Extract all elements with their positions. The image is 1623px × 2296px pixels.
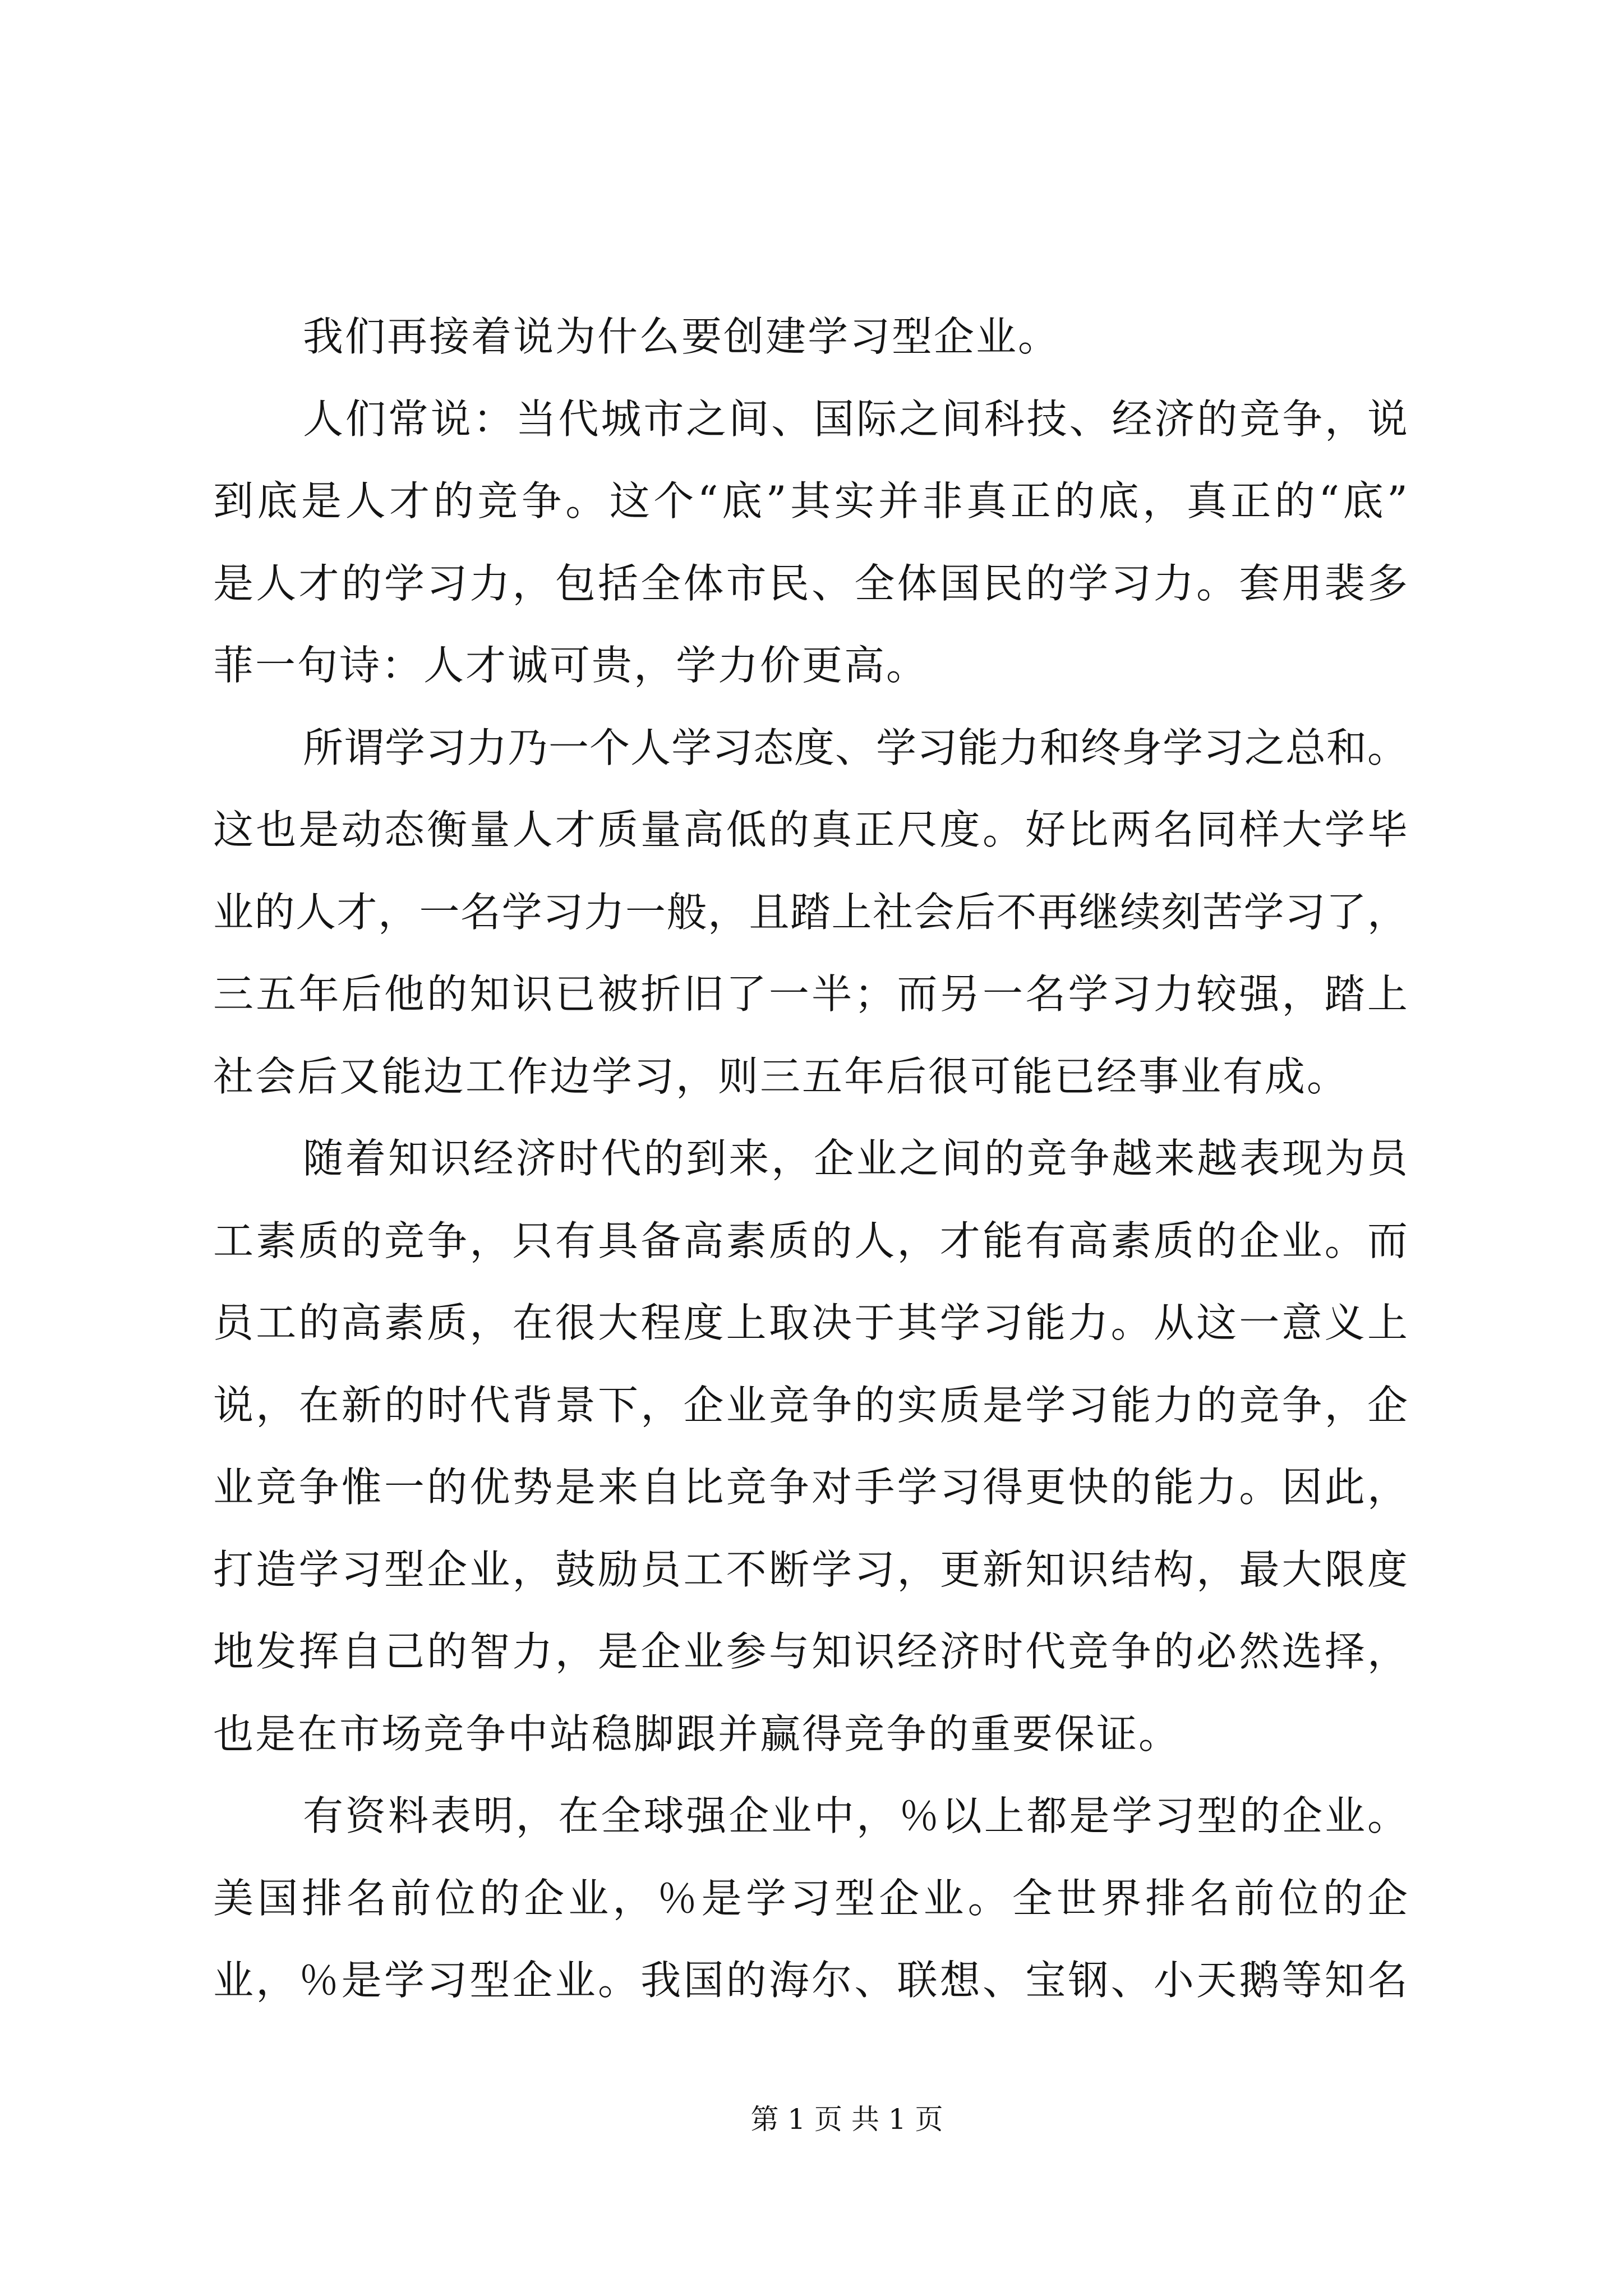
- text-line: 所谓学习力乃一个人学习态度、学习能力和终身学习之总和。: [303, 724, 1408, 771]
- text-line: 社会后又能边工作边学习，则三五年后很可能已经事业有成。: [213, 1052, 1349, 1100]
- page-number: 第 1 页 共 1 页: [750, 2103, 943, 2136]
- text-line: 业的人才，一名学习力一般，且踏上社会后不再继续刻苦学习了，: [213, 888, 1408, 936]
- text-line: 美国排名前位的企业，％是学习型企业。全世界排名前位的企: [213, 1874, 1408, 1922]
- text-line: 人们常说：当代城市之间、国际之间科技、经济的竞争，说: [303, 395, 1408, 443]
- text-line: 到底是人才的竞争。这个“底”其实并非真正的底，真正的“底”: [213, 477, 1408, 524]
- text-line: 业竞争惟一的优势是来自比竞争对手学习得更快的能力。因此，: [213, 1464, 1408, 1511]
- text-line: 我们再接着说为什么要创建学习型企业。: [303, 313, 1061, 360]
- text-line: 菲一句诗：人才诚可贵，学力价更高。: [213, 642, 929, 689]
- paragraph: [213, 378, 1408, 707]
- text-line: 三五年后他的知识已被折旧了一半；而另一名学习力较强，踏上: [213, 970, 1408, 1018]
- text-line: 有资料表明，在全球强企业中，％以上都是学习型的企业。: [303, 1792, 1408, 1839]
- paragraph: [213, 296, 1408, 378]
- paragraph: [213, 707, 1408, 1118]
- text-line: 员工的高素质，在很大程度上取决于其学习能力。从这一意义上: [213, 1299, 1408, 1346]
- document-body: [213, 296, 1408, 2022]
- text-line: 是人才的学习力，包括全体市民、全体国民的学习力。套用裴多: [213, 559, 1408, 607]
- text-line: 地发挥自己的智力，是企业参与知识经济时代竞争的必然选择，: [213, 1628, 1408, 1675]
- text-line: 这也是动态衡量人才质量高低的真正尺度。好比两名同样大学毕: [213, 806, 1408, 853]
- text-line: 工素质的竞争，只有具备高素质的人，才能有高素质的企业。而: [213, 1217, 1408, 1264]
- text-line: 随着知识经济时代的到来，企业之间的竞争越来越表现为员: [303, 1135, 1408, 1182]
- paragraph: [213, 1117, 1408, 1775]
- text-line: 打造学习型企业，鼓励员工不断学习，更新知识结构，最大限度: [213, 1545, 1408, 1593]
- text-line: 业，％是学习型企业。我国的海尔、联想、宝钢、小天鹅等知名: [213, 1957, 1408, 2004]
- text-line: 说，在新的时代背景下，企业竞争的实质是学习能力的竞争，企: [213, 1381, 1408, 1429]
- text-line: 也是在市场竞争中站稳脚跟并赢得竞争的重要保证。: [213, 1710, 1181, 1757]
- paragraph: [213, 1775, 1408, 2022]
- page-footer: [729, 2098, 965, 2141]
